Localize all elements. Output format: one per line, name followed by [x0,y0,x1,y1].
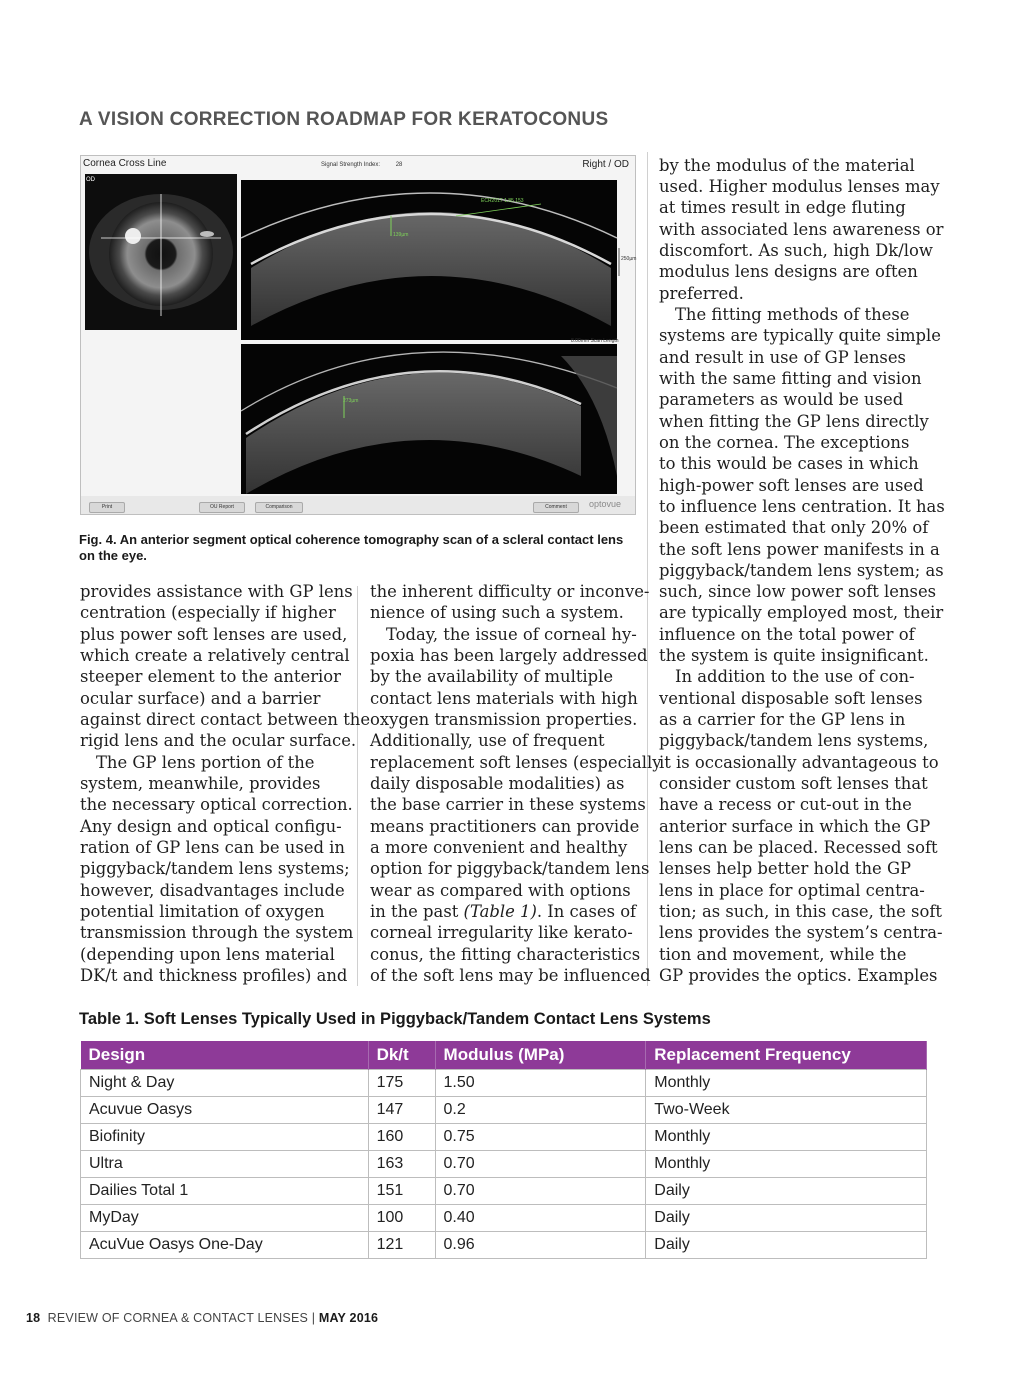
cell-design: Night & Day [81,1070,369,1097]
column-header-dkt: Dk/t [368,1041,435,1070]
text-line: of the soft lens may be influenced [370,966,651,985]
table-row [81,1178,927,1205]
figure-signal-label [321,162,402,168]
text-line: transmission through the system [80,923,354,942]
text-line: system, meanwhile, provides [80,774,321,793]
table-row [81,1097,927,1124]
cell-dkt: 100 [368,1205,435,1232]
ou-report-button[interactable]: OU Report [199,502,245,513]
text-line: contact lens materials with high [370,689,638,708]
text-line: GP provides the optics. Examples [659,966,938,985]
running-header: A VISION CORRECTION ROADMAP FOR KERATOCONUS [79,109,609,130]
text-line: modulus lens designs are often [659,262,918,281]
cell-replacement: Monthly [646,1151,927,1178]
table-row [81,1205,927,1232]
text-fragment: . In cases of [536,902,637,921]
text-line: have a recess or cut-out in the [659,795,912,814]
cell-design: AcuVue Oasys One-Day [81,1232,369,1259]
text-line: on the cornea. The exceptions [659,433,910,452]
text-line: (depending upon lens material [80,945,335,964]
text-line: however, disadvantages include [80,881,345,900]
text-line: lenses help better hold the GP [659,859,912,878]
text-line: poxia has been largely addressed [370,646,648,665]
column-header-design: Design [81,1041,369,1070]
text-line: DK/t and thickness profiles) and [80,966,348,985]
text-line: plus power soft lenses are used, [80,625,348,644]
cell-replacement: Daily [646,1232,927,1259]
table-row [81,1124,927,1151]
text-line: steeper element to the anterior [80,667,341,686]
cell-modulus: 0.75 [435,1124,646,1151]
text-line: centration (especially if higher [80,603,336,622]
text-line: piggyback/tandem lens systems, [659,731,929,750]
text-line: are typically employed most, their [659,603,944,622]
text-line: tion; as such, in this case, the soft [659,902,942,921]
text-line: piggyback/tandem lens system; as [659,561,944,580]
cell-design: Biofinity [81,1124,369,1151]
print-button[interactable]: Print [89,502,125,513]
text-line: to influence lens centration. It has [659,497,945,516]
text-line: the inherent difficulty or inconve- [370,582,650,601]
text-line: anterior surface in which the GP [659,817,931,836]
table-row [81,1232,927,1259]
cell-modulus: 0.70 [435,1178,646,1205]
table-title: Table 1. Soft Lenses Typically Used in Piggyback/Tandem Contact Lens Systems [79,1010,711,1028]
text-line: high-power soft lenses are used [659,476,924,495]
oct-scan-image [81,156,635,514]
scale-label: 250µm [621,256,637,262]
figure-caption: Fig. 4. An anterior segment optical coherence tomography scan of a scleral contact lens on the eye. [79,532,624,563]
text-line: The GP lens portion of the [96,753,315,772]
column-header-replacement: Replacement Frequency [646,1041,927,1070]
text-line: rigid lens and the ocular surface. [80,731,357,750]
column-header-modulus: Modulus (MPa) [435,1041,646,1070]
text-line: a more convenient and healthy [370,838,628,857]
text-line: by the availability of multiple [370,667,614,686]
text-line: piggyback/tandem lens systems; [80,859,350,878]
figure-side-label: Right / OD [582,159,629,170]
table-row [81,1151,927,1178]
text-line: such, since low power soft lenses [659,582,937,601]
text-line: Today, the issue of corneal hy- [386,625,637,644]
signal-label: Signal Strength Index: [321,162,381,168]
text-line: as a carrier for the GP lens in [659,710,906,729]
oct-figure [80,155,636,515]
text-line: means practitioners can provide [370,817,640,836]
text-line: influence on the total power of [659,625,915,644]
cell-design: Ultra [81,1151,369,1178]
text-line: the soft lens power manifests in a [659,540,940,559]
cell-modulus: 0.96 [435,1232,646,1259]
cell-replacement: Daily [646,1205,927,1232]
journal-name: REVIEW OF CORNEA & CONTACT LENSES [47,1311,309,1325]
text-line: wear as compared with options [370,881,631,900]
issue-date: MAY 2016 [318,1311,379,1325]
measurement-top-label: ECR2017 1.85 153 [481,198,524,204]
cell-dkt: 160 [368,1124,435,1151]
comment-button[interactable]: Comment [533,502,579,513]
text-line: lens in place for optimal centra- [659,881,925,900]
page-number: 18 [26,1311,41,1325]
text-line: when fitting the GP lens directly [659,412,929,431]
text-line: been estimated that only 20% of [659,518,929,537]
text-line: ration of GP lens can be used in [80,838,345,857]
text-line: against direct contact between the [80,710,371,729]
cell-dkt: 121 [368,1232,435,1259]
text-line: lens provides the system’s centra- [659,923,943,942]
text-line: lens can be placed. Recessed soft [659,838,938,857]
text-line: replacement soft lenses (especially [370,753,662,772]
cell-modulus: 0.70 [435,1151,646,1178]
text-line: nience of using such a system. [370,603,624,622]
text-line: used. Higher modulus lenses may [659,177,940,196]
footer-separator: | [311,1311,316,1325]
scan-length-label: 8.00mm Scan Length [571,338,619,344]
text-line: potential limitation of oxygen [80,902,325,921]
text-line: systems are typically quite simple [659,326,941,345]
text-line: ocular surface) and a barrier [80,689,321,708]
text-line: ventional disposable soft lenses [659,689,923,708]
text-line: the system is quite insignificant. [659,646,929,665]
text-line: and result in use of GP lenses [659,348,906,367]
comparison-button[interactable]: Comparison [255,502,303,513]
cell-replacement: Monthly [646,1124,927,1151]
text-line: tion and movement, while the [659,945,907,964]
cell-design: MyDay [81,1205,369,1232]
thickness-label-top: 139µm [393,232,409,238]
cell-dkt: 147 [368,1097,435,1124]
cell-design: Dailies Total 1 [81,1178,369,1205]
text-line: Additionally, use of frequent [370,731,605,750]
thickness-label-bottom: 273µm [343,398,359,404]
text-line: the base carrier in these systems [370,795,646,814]
text-line: which create a relatively central [80,646,350,665]
text-line: discomfort. As such, high Dk/low [659,241,933,260]
cell-design: Acuvue Oasys [81,1097,369,1124]
text-line: with associated lens awareness or [659,220,944,239]
text-fragment: in the past [370,902,464,921]
text-line: preferred. [659,284,744,303]
text-line: by the modulus of the material [659,156,915,175]
text-line: parameters as would be used [659,390,904,409]
cell-replacement: Two-Week [646,1097,927,1124]
text-line: option for piggyback/tandem lens [370,859,650,878]
cell-replacement: Monthly [646,1070,927,1097]
text-line: oxygen transmission properties. [370,710,638,729]
text-line: it is occasionally advantageous to [659,753,939,772]
text-line: to this would be cases in which [659,454,919,473]
text-line: provides assistance with GP lens [80,582,353,601]
cell-dkt: 175 [368,1070,435,1097]
figure-eye-label: OD [86,177,95,183]
text-line-with-table-reference [370,901,636,922]
text-line: consider custom soft lenses that [659,774,928,793]
cell-dkt: 163 [368,1151,435,1178]
text-line: conus, the fitting characteristics [370,945,641,964]
page-footer [26,1311,378,1325]
text-line: Any design and optical configu- [80,817,342,836]
signal-value: 28 [395,162,403,168]
soft-lens-table [80,1041,927,1259]
text-line: corneal irregularity like kerato- [370,923,633,942]
text-line: In addition to the use of con- [675,667,915,686]
table-header-row [81,1041,927,1070]
cell-modulus: 1.50 [435,1070,646,1097]
figure-window-title: Cornea Cross Line [83,158,167,169]
text-line: the necessary optical correction. [80,795,353,814]
column-divider [357,586,358,986]
text-line: The fitting methods of these [675,305,910,324]
optovue-logo: optovue [589,499,622,509]
cell-dkt: 151 [368,1178,435,1205]
table-1-reference: (Table 1) [463,902,537,921]
text-line: daily disposable modalities) as [370,774,625,793]
text-line: at times result in edge fluting [659,198,906,217]
cell-replacement: Daily [646,1178,927,1205]
text-line: with the same fitting and vision [659,369,922,388]
cell-modulus: 0.2 [435,1097,646,1124]
table-row [81,1070,927,1097]
cell-modulus: 0.40 [435,1205,646,1232]
